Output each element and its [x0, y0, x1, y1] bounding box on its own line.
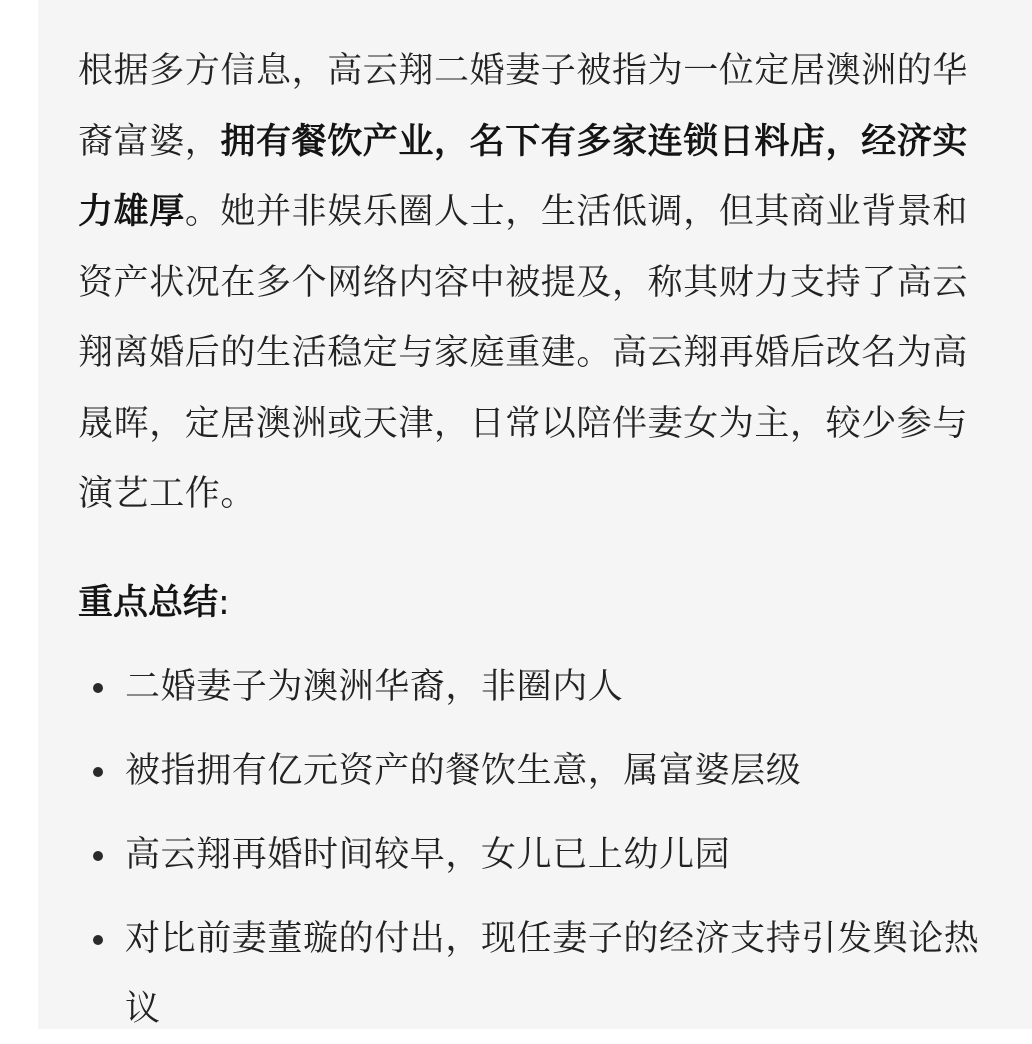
- list-item-text: 被指拥有亿元资产的餐饮生意，属富婆层级: [125, 750, 802, 791]
- paragraph-text-2: 。她并非娱乐圈人士，生活低调，但其商业背景和资产状况在多个网络内容中被提及，称其财力支持了高云翔离婚后的生活稳定与家庭重建。高云翔再婚后改名为高晟晖，定居澳洲或天津，日常以陪伴妻女为主，较少参与演艺工作。: [78, 192, 969, 514]
- list-item: [78, 820, 998, 890]
- list-item: [78, 904, 998, 1044]
- paragraph-text-1: 根据多方信息，高云翔二婚妻子被指为一位定居澳洲的华裔富婆，: [78, 51, 969, 162]
- list-item: [78, 736, 998, 806]
- left-margin-strip: [0, 0, 38, 1029]
- summary-heading-colon: :: [218, 582, 230, 623]
- list-item-text: 二婚妻子为澳洲华裔，非圈内人: [125, 666, 624, 707]
- list-item-text: 对比前妻董璇的付出，现任妻子的经济支持引发舆论热议: [125, 918, 980, 1029]
- bullet-dot-icon: [93, 683, 103, 693]
- summary-list: [78, 652, 998, 1044]
- article-content: [78, 36, 998, 1044]
- intro-paragraph: [78, 36, 998, 530]
- bullet-dot-icon: [93, 767, 103, 777]
- list-item: [78, 652, 998, 722]
- paragraph-bold-text: 拥有餐饮产业，名下有多家连锁日料店，经济实力雄厚: [78, 121, 969, 232]
- summary-heading-text: 重点总结: [78, 582, 219, 623]
- bullet-dot-icon: [93, 851, 103, 861]
- bullet-dot-icon: [93, 935, 103, 945]
- list-item-text: 高云翔再婚时间较早，女儿已上幼儿园: [125, 834, 731, 875]
- summary-heading: [78, 568, 998, 638]
